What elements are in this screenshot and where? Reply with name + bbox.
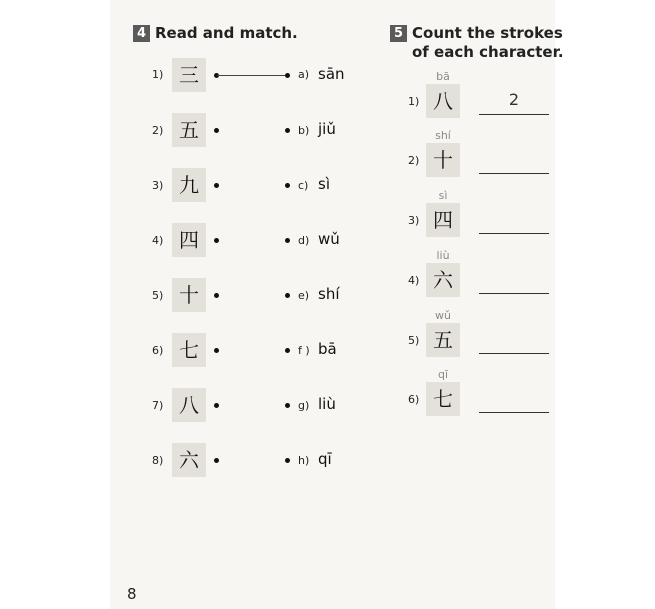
stroke-item-number: 4) [408, 274, 420, 287]
match-left-dot[interactable] [214, 348, 219, 353]
match-char-box: 五 [172, 113, 206, 147]
section-4-number: 4 [133, 25, 150, 42]
option-pinyin: jiǔ [318, 120, 336, 138]
option-letter: b) [298, 124, 310, 137]
stroke-answer-value[interactable]: 2 [508, 90, 520, 109]
stroke-char-box: 六 [426, 263, 460, 297]
option-letter: c) [298, 179, 309, 192]
match-left-dot[interactable] [214, 128, 219, 133]
stroke-item-pinyin: bā [436, 70, 450, 83]
option-pinyin: qī [318, 450, 332, 468]
stroke-answer-line[interactable] [479, 412, 549, 413]
section-5-title-line1: Count the strokes [412, 24, 563, 42]
match-left-dot[interactable] [214, 238, 219, 243]
stroke-item-pinyin: shí [435, 129, 451, 142]
stroke-item-number: 1) [408, 95, 420, 108]
page-number: 8 [127, 585, 137, 603]
section-5-header [390, 24, 564, 62]
option-letter: h) [298, 454, 310, 467]
match-item-number: 2) [152, 124, 164, 137]
option-letter: g) [298, 399, 310, 412]
option-pinyin: sān [318, 65, 345, 83]
match-left-dot[interactable] [214, 458, 219, 463]
match-item-number: 4) [152, 234, 164, 247]
stroke-char-box: 五 [426, 323, 460, 357]
match-char-box: 六 [172, 443, 206, 477]
match-left-dot[interactable] [214, 293, 219, 298]
stroke-item-pinyin: sì [438, 189, 448, 202]
option-pinyin: shí [318, 285, 340, 303]
match-char-box: 三 [172, 58, 206, 92]
match-right-dot[interactable] [285, 73, 290, 78]
option-letter: e) [298, 289, 310, 302]
option-letter: a) [298, 68, 310, 81]
stroke-char-box: 八 [426, 84, 460, 118]
stroke-answer-line[interactable] [479, 293, 549, 294]
match-right-dot[interactable] [285, 293, 290, 298]
option-pinyin: wǔ [318, 230, 340, 248]
stroke-char-box: 七 [426, 382, 460, 416]
match-char-box: 十 [172, 278, 206, 312]
option-letter: d) [298, 234, 310, 247]
match-item-number: 8) [152, 454, 164, 467]
match-char-box: 七 [172, 333, 206, 367]
stroke-answer-line[interactable] [479, 353, 549, 354]
option-letter: f ) [298, 344, 310, 357]
option-pinyin: liù [318, 395, 336, 413]
stroke-answer-line[interactable] [479, 173, 549, 174]
match-item-number: 7) [152, 399, 164, 412]
stroke-item-number: 2) [408, 154, 420, 167]
match-char-box: 九 [172, 168, 206, 202]
match-right-dot[interactable] [285, 348, 290, 353]
option-pinyin: bā [318, 340, 337, 358]
section-4-header [133, 24, 298, 43]
drawn-match-line [217, 75, 287, 76]
section-5-title-line2: of each character. [412, 43, 564, 61]
option-pinyin: sì [318, 175, 330, 193]
section-5-title [412, 24, 564, 62]
stroke-item-number: 3) [408, 214, 420, 227]
stroke-char-box: 十 [426, 143, 460, 177]
match-item-number: 1) [152, 68, 164, 81]
stroke-item-pinyin: wǔ [435, 309, 451, 322]
match-char-box: 四 [172, 223, 206, 257]
stroke-answer-line[interactable] [479, 233, 549, 234]
stroke-answer-line[interactable] [479, 114, 549, 115]
stroke-item-pinyin: qī [437, 368, 449, 381]
section-4-title: Read and match. [155, 24, 298, 42]
match-item-number: 3) [152, 179, 164, 192]
stroke-item-pinyin: liù [436, 249, 450, 262]
match-right-dot[interactable] [285, 183, 290, 188]
stroke-char-box: 四 [426, 203, 460, 237]
stroke-item-number: 6) [408, 393, 420, 406]
match-left-dot[interactable] [214, 403, 219, 408]
match-left-dot[interactable] [214, 183, 219, 188]
section-5-number: 5 [390, 25, 407, 42]
match-right-dot[interactable] [285, 458, 290, 463]
match-right-dot[interactable] [285, 128, 290, 133]
match-right-dot[interactable] [285, 403, 290, 408]
match-char-box: 八 [172, 388, 206, 422]
match-item-number: 5) [152, 289, 164, 302]
stroke-item-number: 5) [408, 334, 420, 347]
match-right-dot[interactable] [285, 238, 290, 243]
match-item-number: 6) [152, 344, 164, 357]
